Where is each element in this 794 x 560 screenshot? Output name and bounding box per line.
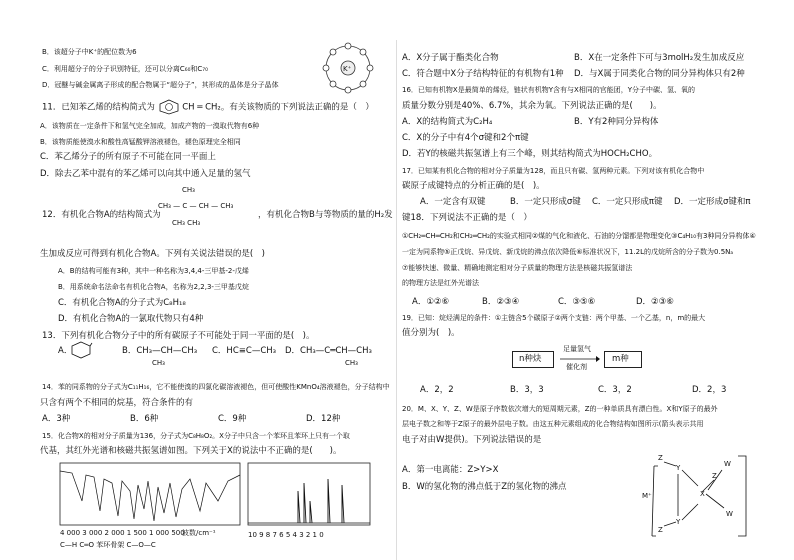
q14-option-a: A．3种 [42, 414, 71, 424]
q17-option-b: B．一定只形成σ键 [510, 197, 581, 207]
q18-option-b: B．②③④ [482, 297, 520, 307]
crown-ether-figure [318, 38, 378, 98]
column-divider [396, 40, 397, 560]
struct-z-3: Z [658, 526, 663, 534]
nmr-spectrum-figure [246, 461, 376, 551]
q18-line1: ①CH₂═CH═CH₂和CH₂═CH₂的实验式相同②煤的气化和液化、石油的分馏都是物理变化③C₄H₁₀有3种同分异构体④ [402, 232, 756, 240]
q18-line3: ⑦能够快速、微量、精确地测定相对分子质量的物理方法是核磁共振氢谱法 [402, 264, 633, 272]
q18-option-c: C．③⑤⑥ [558, 297, 596, 307]
q18-option-d: D．②③⑥ [636, 297, 674, 307]
q13-ring-icon [70, 341, 92, 359]
q19-option-d: D．2，3 [692, 385, 727, 395]
q14-stem2: 只含有两个不相同的烷基，符合条件的有 [40, 398, 194, 408]
ir-spectrum-figure [42, 461, 242, 551]
q19-option-c: C．3，2 [598, 385, 632, 395]
q11-option-c: C．苯乙烯分子的所有原子不可能在同一平面上 [40, 152, 216, 162]
q13-option-b-sub: CH₃ [152, 359, 165, 367]
q12-option-b: B．用系统命名法命名有机化合物A，名称为2,2,3-三甲基戊烷 [58, 283, 249, 291]
nmr-x-ticks: 10 9 8 7 6 5 4 3 2 1 0 [248, 531, 324, 539]
struct-y-1: Y [676, 464, 681, 472]
q20-option-b: B．W的氢化物的沸点低于Z的氢化物的沸点 [402, 482, 567, 492]
q13-option-c: C．HC≡C—CH₃ [212, 346, 277, 356]
q17-stem2: 碳原子成键特点的分析正确的是( )。 [402, 181, 545, 191]
q12-option-d: D．有机化合物A的一氯取代物只有4种 [58, 314, 204, 324]
q18-stem: 键18．下列说法不正确的是（ ） [402, 213, 532, 223]
q10-option-b: B．该超分子中K⁺的配位数为6 [42, 48, 137, 56]
q19-box-alkyne [512, 351, 554, 368]
q20-stem: 20．M、X、Y、Z、W是原子序数依次增大的短周期元素，Z的一种单质具有漂白性。X和Y原子的最外 [402, 405, 718, 413]
q18-option-a: A．①②⑥ [412, 297, 450, 307]
q19-box-alkyne-label: n种炔 [519, 354, 542, 364]
q17-option-a: A．一定含有双键 [420, 197, 486, 207]
q11-stem-text: 11．已知苯乙烯的结构简式为 [42, 102, 155, 113]
q13-option-d: D．CH₃—C═CH—CH₃ [285, 346, 372, 356]
q13-option-b: B．CH₃—CH—CH₃ [122, 346, 198, 356]
q15-option-b: B．X在一定条件下可与3molH₂发生加成反应 [574, 53, 745, 63]
q20-stem3: 电子对由W提供)。下列说法错误的是 [402, 435, 542, 445]
q19-box-alkane-label: m种 [612, 354, 629, 364]
q12-stem: 12．有机化合物A的结构简式为 [42, 210, 161, 220]
q19-option-b: B．3，3 [510, 385, 544, 395]
q11-option-a: A．该物质在一定条件下和氢气完全加成，加成产物的一溴取代物有6种 [40, 122, 260, 130]
q11-stem [42, 99, 374, 115]
q20-stem2: 层电子数之和等于Z原子的最外层电子数。由这五种元素组成的化合物结构如图所示(箭头表示共用 [402, 420, 704, 428]
q20-structure-figure [642, 446, 752, 546]
q19-stem2: 值分别为( )。 [402, 328, 460, 338]
q15-stem2: 代基，其红外光谱和核磁共振氢谱如图。下列关于X的说法中不正确的是( )。 [40, 446, 342, 456]
struct-z-2: Z [712, 472, 717, 480]
struct-z-1: Z [658, 454, 663, 462]
struct-y-2: Y [676, 518, 681, 526]
q14-option-c: C．9种 [218, 414, 247, 424]
struct-w-1: W [724, 460, 731, 468]
q12-option-c: C．有机化合物A的分子式为C₈H₁₈ [58, 298, 186, 308]
ir-group-labels: C—H C═O 苯环骨架 C—O—C [60, 541, 156, 549]
q19-arrow-bottom: 催化剂 [566, 363, 587, 371]
k-ion-label: K⁺ [343, 65, 352, 73]
q14-option-b: B．6种 [130, 414, 159, 424]
q16-option-d: D．若Y的核磁共振氢谱上有三个峰，则其结构简式为HOCH₂CHO。 [402, 149, 658, 159]
q12-struct-top: CH₃ [182, 186, 195, 194]
q15-option-c: C．符合题中X分子结构特征的有机物有1种 [402, 69, 564, 79]
q16-option-b: B．Y有2种同分异构体 [574, 117, 659, 127]
q14-option-d: D．12种 [306, 414, 341, 424]
q19-arrow-top: 足量氢气 [563, 345, 591, 353]
q17-stem: 17．已知某有机化合物的相对分子质量为128，而且只有碳、氢两种元素。下列对该有机化合物中 [402, 167, 705, 175]
q11-stem-tail: 。有关该物质的下列说法正确的是（ ） [220, 102, 374, 113]
q17-option-d: D．一定形成σ键和π [674, 197, 751, 207]
q19-stem: 19．已知：烷烃满足的条件：①主链含5个碳原子②两个支链：两个甲基、一个乙基，n，m的最大 [402, 314, 706, 322]
q18-line2: 一定为同系物⑤正戊烷、异戊烷、新戊烷的沸点依次降低⑥标准状况下，11.2L的戊烷所含的分子数为0.5Nₐ [402, 248, 734, 256]
q15-stem: 15．化合物X的相对分子质量为136，分子式为C₈H₈O₂。X分子中只含一个苯环且苯环上只有一个取 [42, 432, 350, 440]
q13-stem: 13．下列有机化合物分子中的所有碳原子不可能处于同一平面的是( )。 [42, 331, 315, 341]
q12-struct-mid: CH₃ — C — CH — CH₃ [158, 202, 234, 210]
q10-option-c: C．利用超分子的分子识别特征，还可以分离C₆₀和C₇₀ [42, 65, 208, 73]
benzene-ring-icon [158, 99, 180, 115]
q15-option-d: D．与X属于同类化合物的同分异构体只有2种 [574, 69, 745, 79]
q16-option-a: A．X的结构简式为C₂H₄ [402, 117, 493, 127]
ir-x-ticks: 4 000 3 000 2 000 1 500 1 000 500 [60, 529, 185, 537]
ir-x-unit: 波数/cm⁻¹ [182, 529, 216, 537]
q20-option-a: A．第一电离能：Z>Y>X [402, 465, 499, 475]
q11-vinyl-group: CH ═ CH₂ [182, 102, 221, 113]
q18-line4: 的物理方法是红外光谱法 [402, 279, 479, 287]
struct-m-label: M⁺ [642, 492, 652, 500]
q12-stem-tail: ，有机化合物B与等物质的量的H₂发 [258, 210, 393, 220]
q14-stem: 14．苯的同系物的分子式为C₁₁H₁₆，它不能使溴的四氯化碳溶液褪色，但可使酸性KMnO₄溶液褪色，分子结构中 [42, 383, 390, 391]
q19-box-alkane [604, 351, 642, 368]
q19-option-a: A．2，2 [420, 385, 454, 395]
q16-stem2: 质量分数分别是40%、6.7%，其余为氧。下列说法正确的是( )。 [402, 101, 662, 111]
q10-option-d: D．冠醚与碱金属离子形成的配合物属于“超分子”，其形成的晶体是分子晶体 [42, 81, 279, 89]
q11-option-b: B．该物质能使溴水和酸性高锰酸钾溶液褪色，褪色原理完全相同 [40, 138, 241, 146]
q12-stem2: 生加成反应可得到有机化合物A。下列有关说法错误的是( ) [40, 249, 265, 259]
q11-option-d: D．除去乙苯中混有的苯乙烯可以向其中通入足量的氢气 [40, 169, 251, 179]
q16-option-c: C．X的分子中有4个σ键和2个π键 [402, 133, 529, 143]
q16-stem: 16．已知有机物X是最简单的烯烃，链状有机物Y含有与X相同的官能团，Y分子中碳、氢、氧的 [402, 86, 696, 94]
q13-option-a: A． [58, 346, 73, 356]
q15-option-a: A．X分子属于酯类化合物 [402, 53, 499, 63]
struct-w-2: W [726, 510, 733, 518]
q17-option-c: C．一定只形成π键 [592, 197, 663, 207]
q12-struct-bot: CH₃ CH₃ [172, 219, 201, 227]
q12-option-a: A．B的结构可能有3种，其中一种名称为3,4,4-三甲基-2-戊烯 [58, 267, 249, 275]
q13-option-d-sub: CH₃ [345, 359, 358, 367]
struct-x: X [700, 490, 705, 498]
